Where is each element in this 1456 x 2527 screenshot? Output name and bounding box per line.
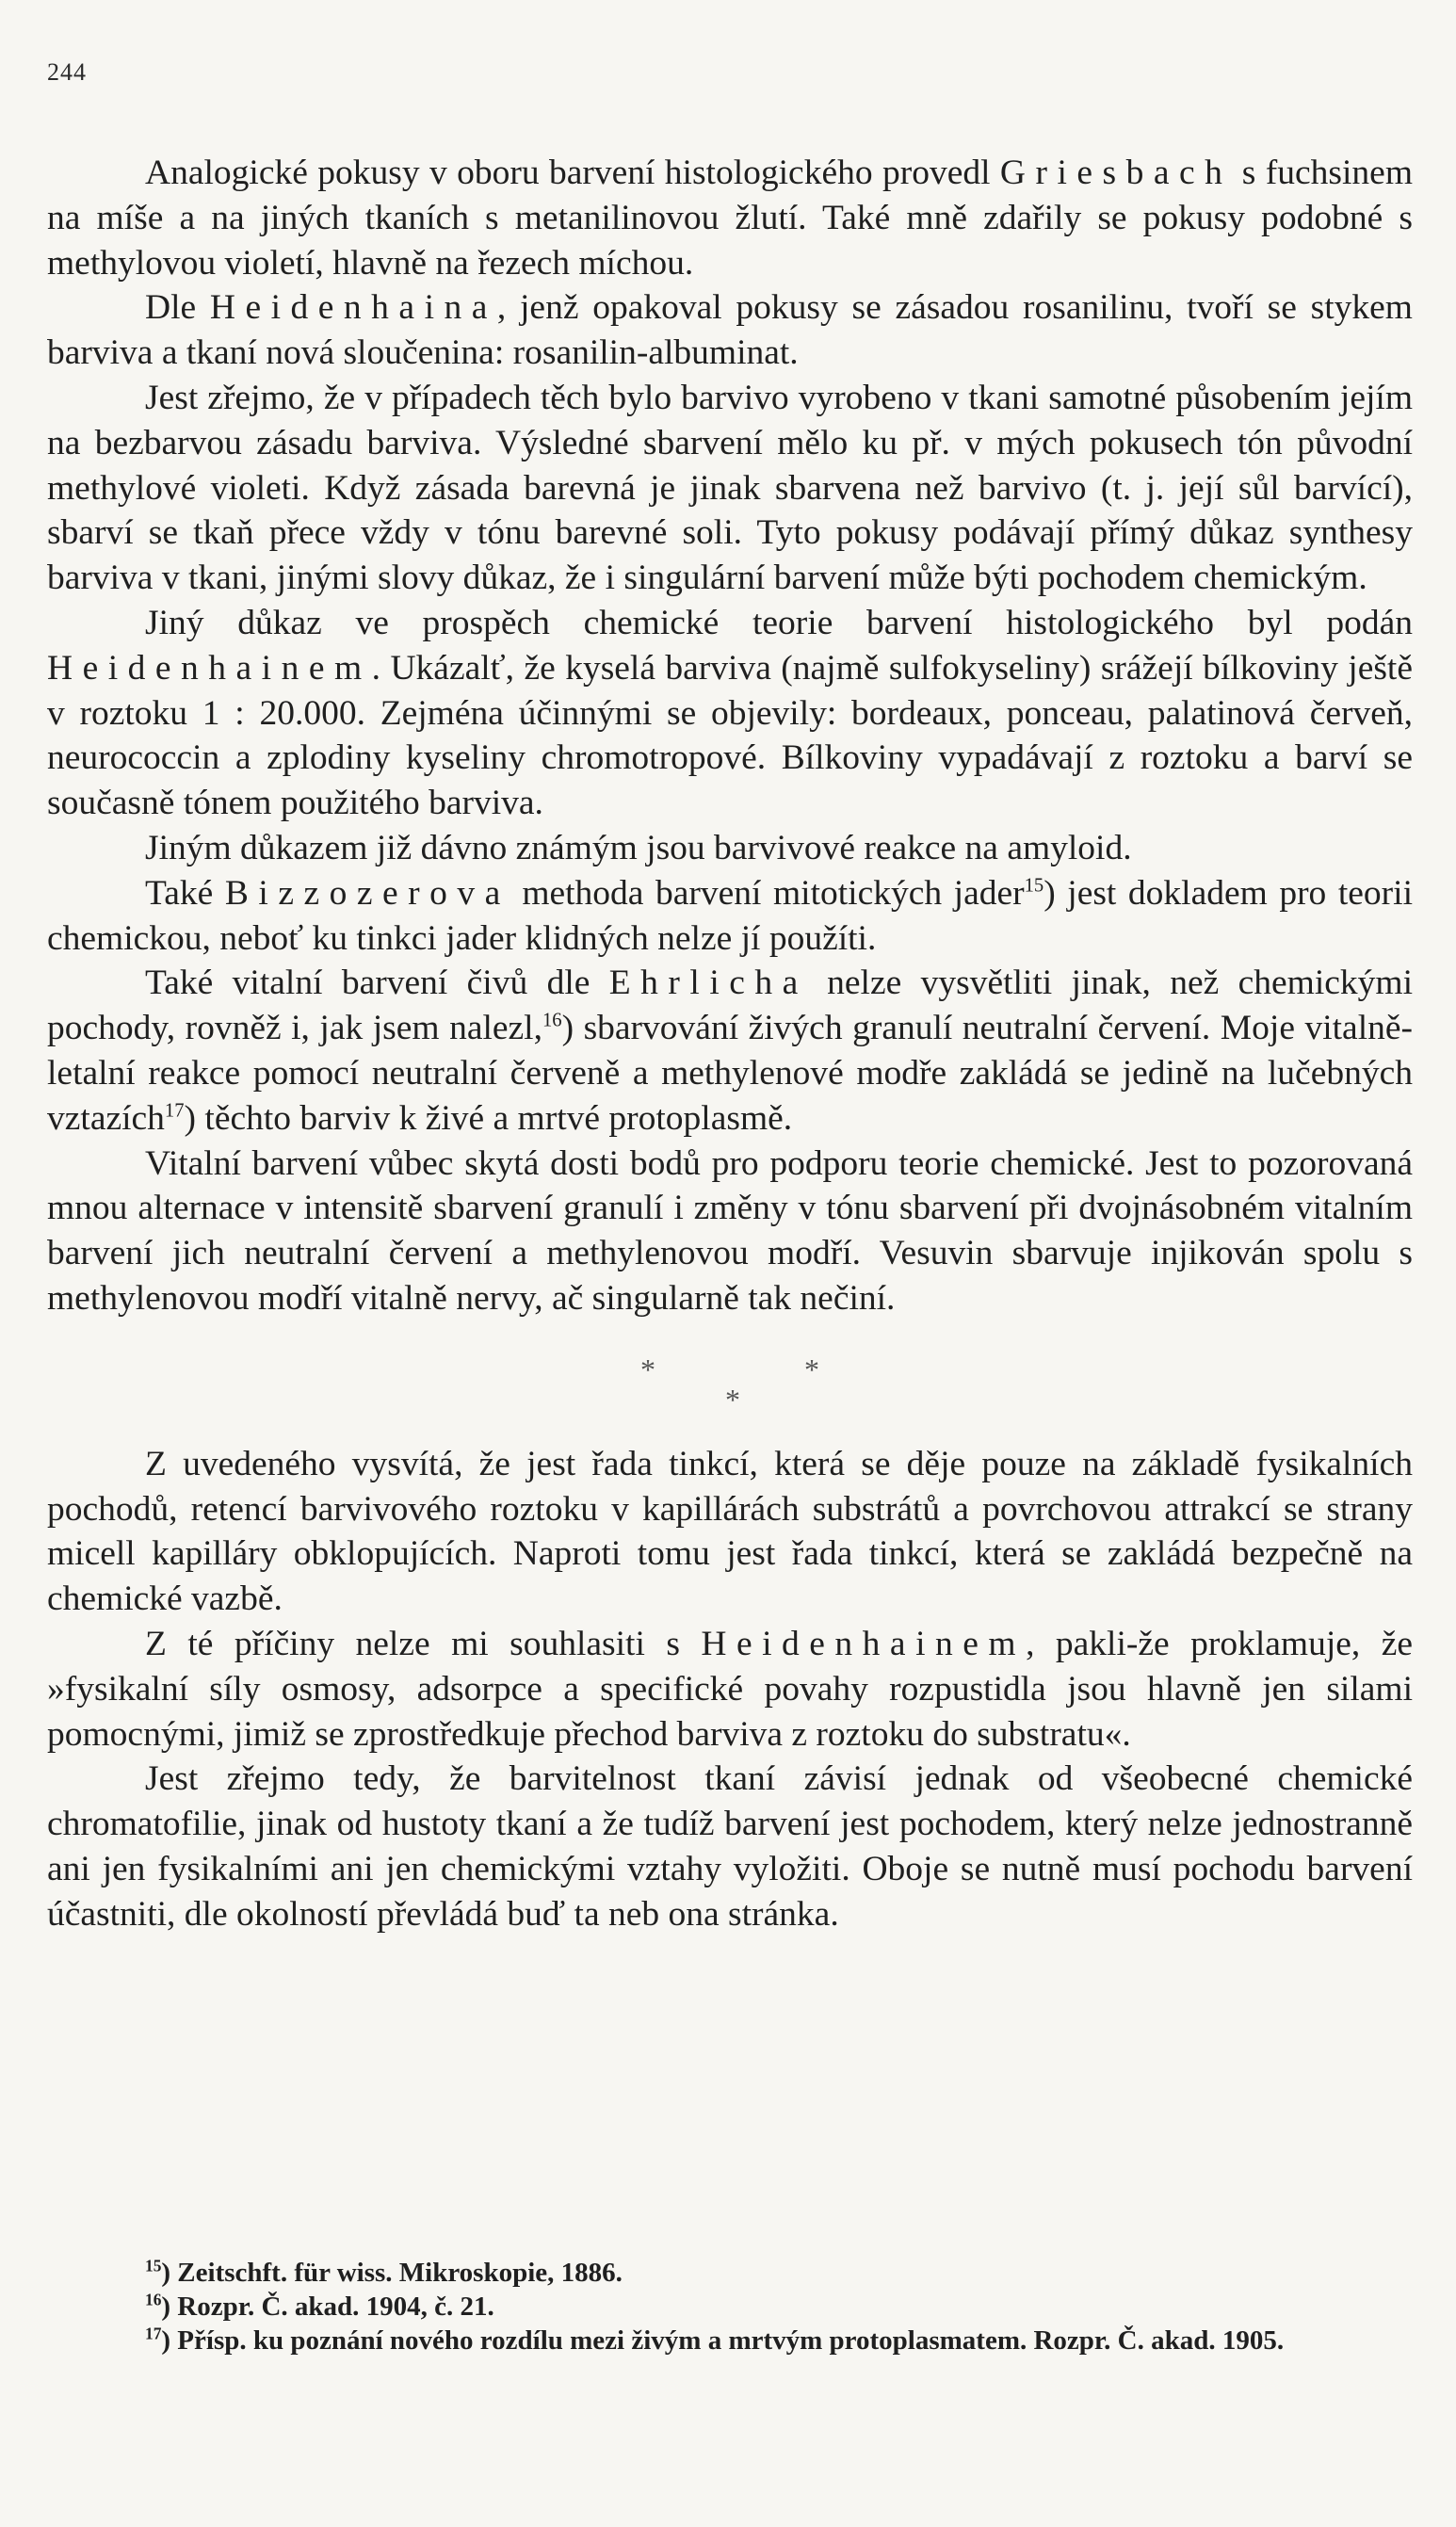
text-run: , jenž opakoval pokusy se zásadou rosanilinu, tvoří se stykem barviva a tkaní nová sloučenina: rosanilin-albuminat. xyxy=(47,288,1413,373)
text-run: ) těchto barviv k živé a mrtvé protoplasmě. xyxy=(184,1098,793,1138)
text-run: Z uvedeného vysvítá, že jest řada tinkcí, která se děje pouze na základě fysikalních pochodů, retencí barvivového roztoku v kapillárách substrátů a povrchovou attrakcí se strany micell kapilláry obklopujících. Naproti tomu jest řada tinkcí, která se zakládá bezpečně na chemické vazbě. xyxy=(47,1444,1413,1619)
footnote xyxy=(47,2256,1413,2290)
footnotes xyxy=(47,2256,1413,2357)
text-run: Jest zřejmo tedy, že barvitelnost tkaní závisí jednak od všeobecné chemické chromatofilie, jinak od hustoty tkaní a že tudíž barvení jest pochodem, který nelze jednostranně ani jen fysikalními ani jen chemickými vztahy vyložiti. Oboje se nutně musí pochodu barvení účastniti, dle okolností převládá buď ta neb ona stránka. xyxy=(47,1759,1413,1934)
divider-star: * xyxy=(804,1352,819,1386)
text-run: . Ukázalť, že kyselá barviva (najmě sulfokyseliny) srážejí bílkoviny ještě v roztoku 1 : 20.000. Zejména účinnými se objevily: bordeaux, ponceau, palatinová červeň, neurococcin a zplodiny kyseliny chromotropové. Bílkoviny vypadávají z roztoku a barví se současně tónem použitého barviva. xyxy=(47,648,1413,823)
footnote-ref: 16 xyxy=(542,1010,562,1031)
text-run: Analogické pokusy v oboru barvení histologického provedl xyxy=(145,154,1000,192)
paragraphs-before xyxy=(47,151,1413,1321)
footnote xyxy=(47,2324,1413,2357)
footnote-number: 15 xyxy=(145,2256,162,2276)
text-run: , pakli-že proklamuje, že »fysikalní síly osmosy, adsorpce a specifické povahy rozpustidla jsou hlavně jen silami pomocnými, jimiž se zprostředkuje přechod barviva z roztoku do substratu«. xyxy=(47,1624,1413,1754)
author-name: Ehrlicha xyxy=(608,964,808,1003)
footnote-number: 16 xyxy=(145,2290,162,2309)
footnote-ref: 15 xyxy=(1024,875,1044,897)
text-run: Také vitalní barvení čivů dle xyxy=(145,964,609,1003)
text-run: Jest zřejmo, že v případech těch bylo barvivo vyrobeno v tkani samotné působením jejím na bezbarvou zásadu barviva. Výsledné sbarvení mělo ku př. v mých pokusech tón původní methylové violeti. Když zásada barevná je jinak sbarvena než barvivo (t. j. její sůl barvící), sbarví se tkaň přece vždy v tónu barevné soli. Tyto pokusy podávají přímý důkaz synthesy barviva v tkani, jinými slovy důkaz, že i singulární barvení může býti pochodem chemickým. xyxy=(47,378,1413,598)
author-name: Griesbach xyxy=(999,154,1233,192)
paragraph xyxy=(47,961,1413,1141)
text-run: Jiným důkazem již dávno známým jsou barvivové reakce na amyloid. xyxy=(145,828,1132,867)
footnote-text: ) Přísp. ku poznání nového rozdílu mezi živým a mrtvým protoplasmatem. Rozpr. Č. akad. 1905. xyxy=(161,2325,1285,2356)
paragraph xyxy=(47,285,1413,376)
paragraph xyxy=(47,826,1413,871)
paragraph xyxy=(47,871,1413,962)
footnote-ref: 17 xyxy=(164,1100,185,1122)
author-name: Heidenhaina xyxy=(209,288,497,328)
paragraphs-after xyxy=(47,1442,1413,1937)
text-run: Dle xyxy=(145,288,210,328)
footnote xyxy=(47,2290,1413,2324)
paragraph xyxy=(47,151,1413,285)
author-name: Bizzozerova xyxy=(224,873,510,913)
text-run: Vitalní barvení vůbec skytá dosti bodů pro podporu teorie chemické. Jest to pozorovaná mnou alternace v intensitě sbarvení granulí i změny v tónu sbarvení při dvojnásobném vitalním barvení jich neutralní červení a methylenovou modří. Vesuvin sbarvuje injikován spolu s methylenovou modří vitalně nervy, ač singularně tak nečiní. xyxy=(47,1143,1413,1318)
divider-star: * xyxy=(725,1382,740,1417)
section-divider xyxy=(47,1342,1413,1434)
footnote-number: 17 xyxy=(145,2324,162,2343)
footnote-text: ) Zeitschft. für wiss. Mikroskopie, 1886. xyxy=(161,2258,623,2288)
text-run: s fuchsinem na míše a na jiných tkaních s metanilinovou žlutí. Také mně zdařily se pokusy podobné s methylovou violetí, hlavně na řezech míchou. xyxy=(47,154,1413,283)
text-run: Jiný důkaz ve prospěch chemické teorie barvení histologického byl podán xyxy=(145,603,1413,642)
paragraph xyxy=(47,1622,1413,1757)
text-run: nelze vysvětliti jinak, než chemickými pochody, rovněž i, jak jsem nalezl, xyxy=(47,964,1413,1048)
paragraph xyxy=(47,601,1413,826)
paragraph xyxy=(47,376,1413,601)
paragraph xyxy=(47,1442,1413,1622)
text-run: ) sbarvování živých granulí neutralní červení. Moje vitalně-letalní reakce pomocí neutralní červeně a methylenové modře zakládá se jedině na lučebných vztazích xyxy=(47,1009,1414,1138)
page-number: 244 xyxy=(47,58,87,86)
text-run: Také xyxy=(145,873,225,913)
divider-star: * xyxy=(640,1352,655,1386)
text-run: ) jest dokladem pro teorii chemickou, neboť ku tinkci jader klidných nelze jí použíti. xyxy=(47,873,1413,958)
paragraph xyxy=(47,1142,1413,1321)
author-name: Heidenhainem xyxy=(47,648,372,688)
paragraph xyxy=(47,1757,1413,1936)
text-run: Z té příčiny nelze mi souhlasiti s xyxy=(145,1624,702,1663)
author-name: Heidenhainem xyxy=(701,1624,1027,1663)
footnote-text: ) Rozpr. Č. akad. 1904, č. 21. xyxy=(161,2292,494,2322)
body-text xyxy=(47,151,1413,1936)
text-run: methoda barvení mitotických jader xyxy=(510,873,1025,913)
